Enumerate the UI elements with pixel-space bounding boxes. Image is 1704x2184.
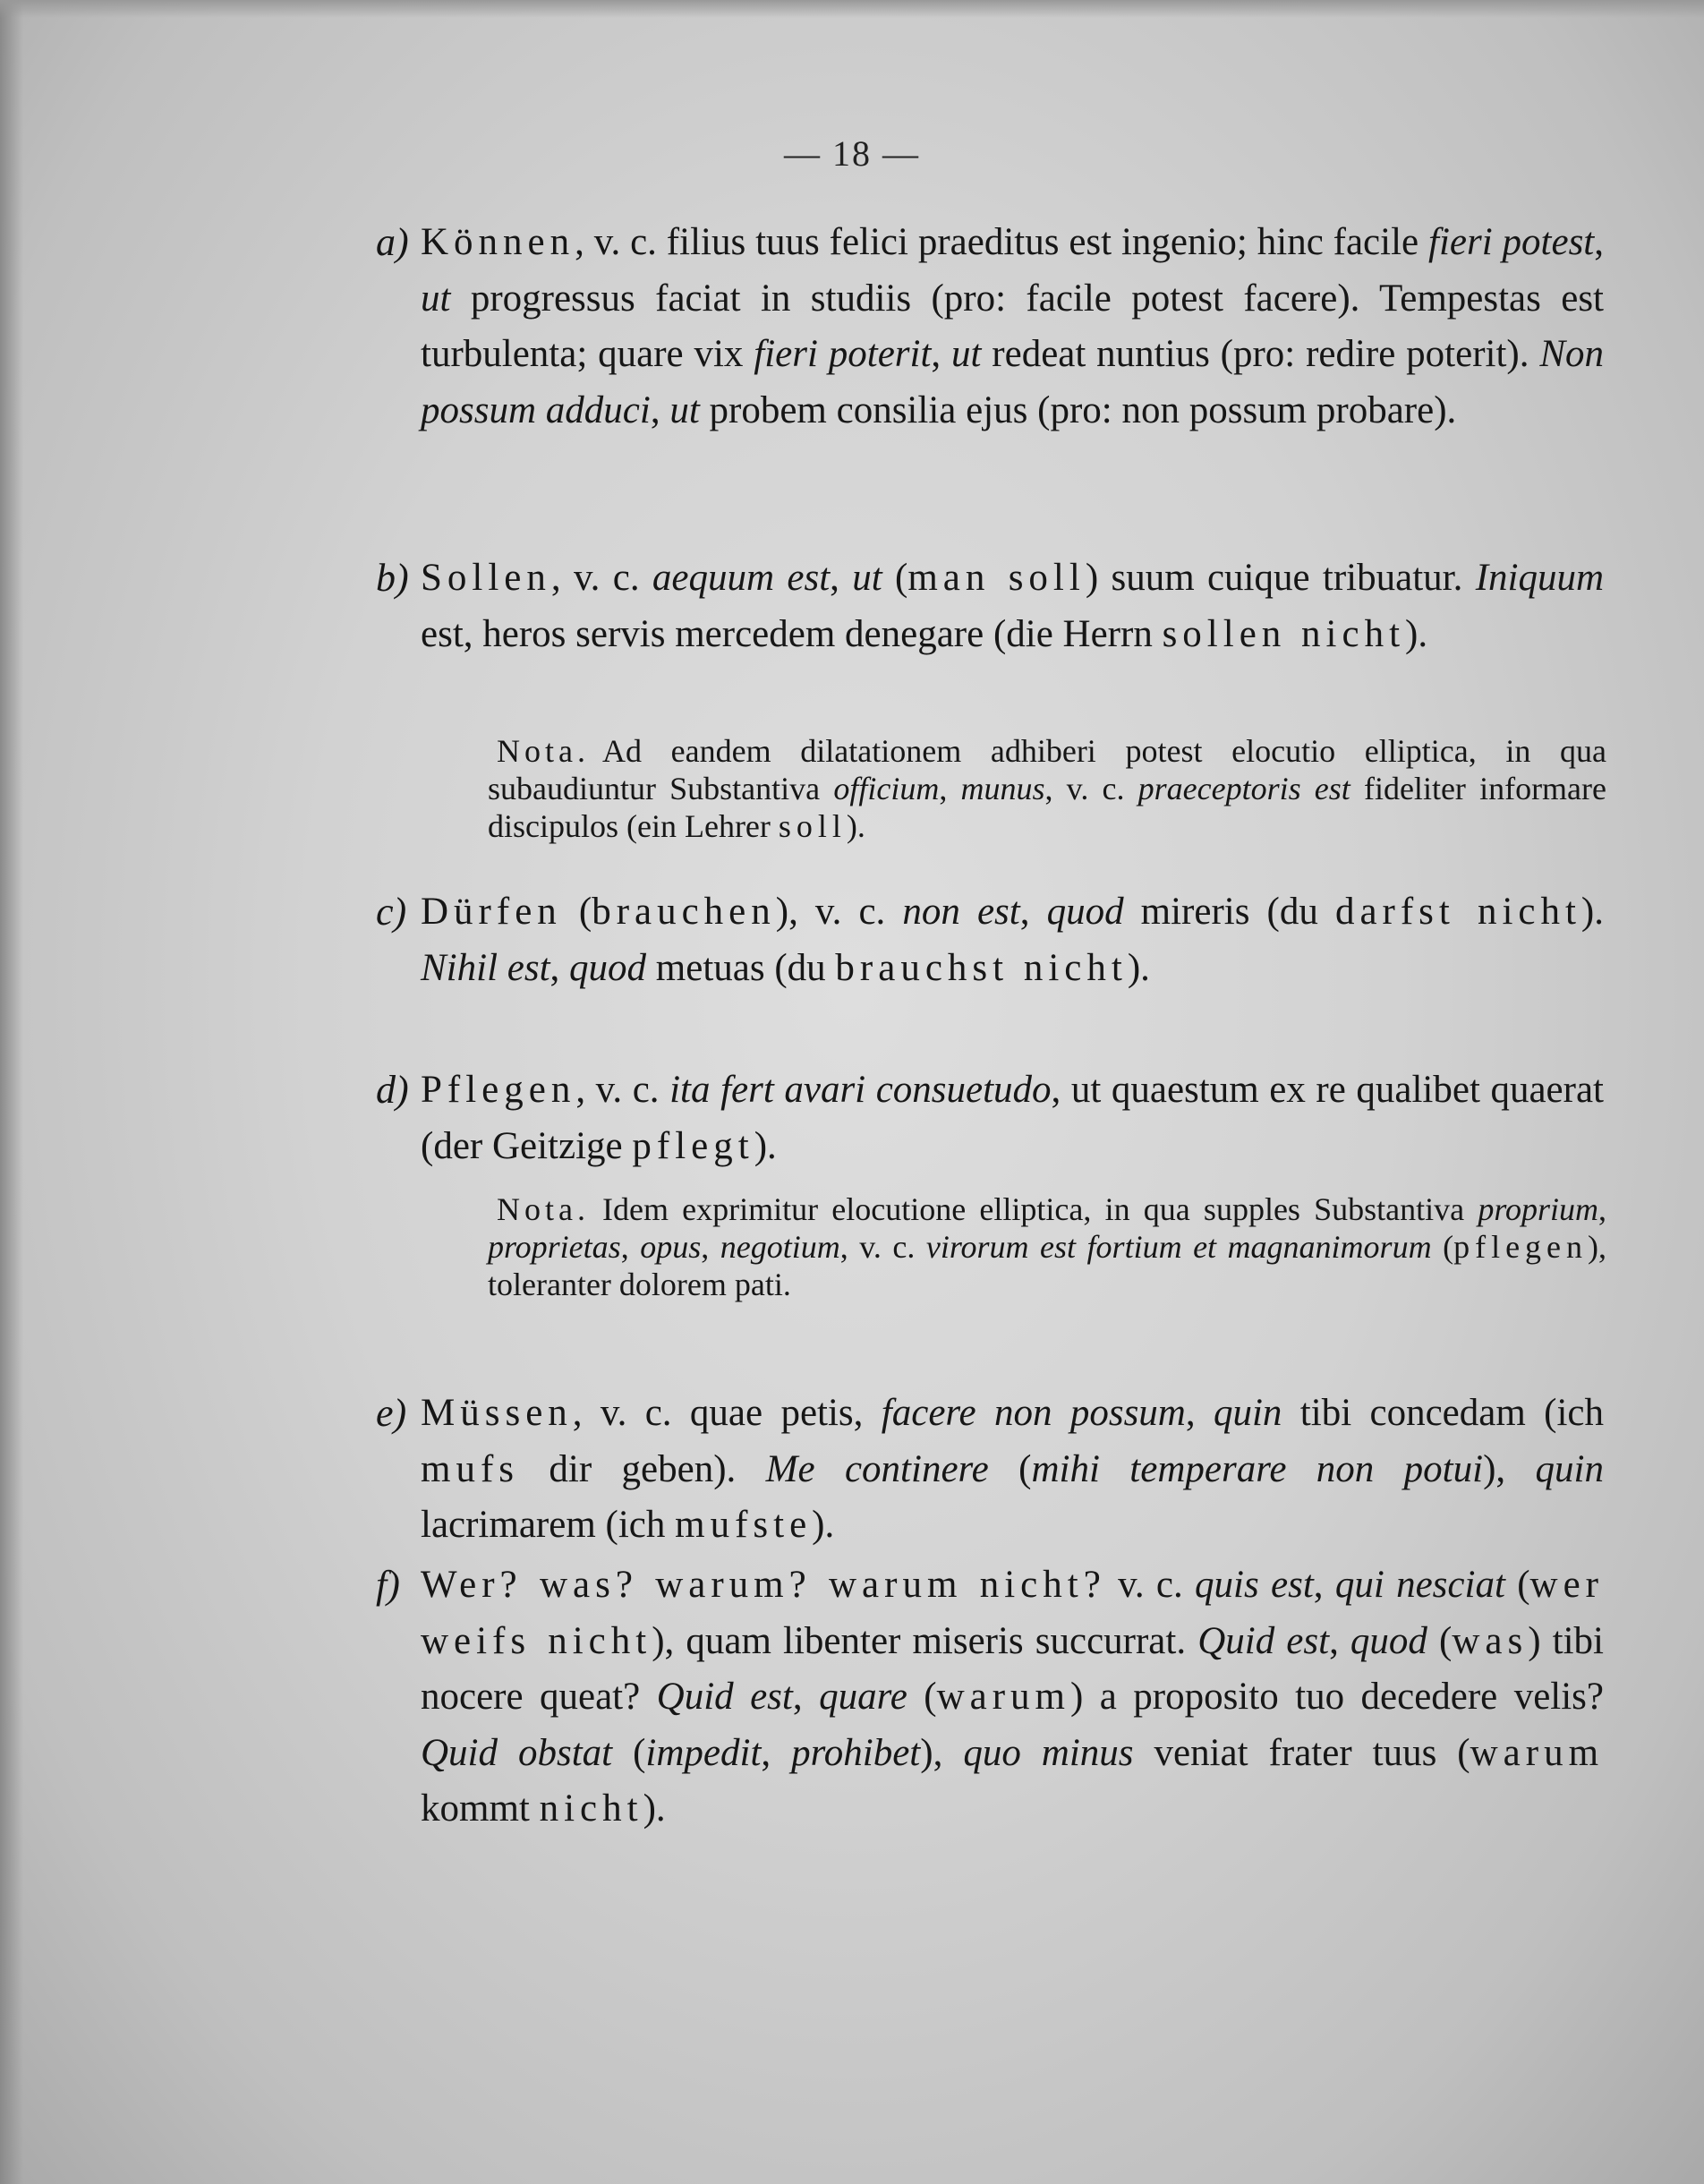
text-segment: Idem exprimitur elocutione elliptica, in qua supples Substantiva	[601, 1191, 1478, 1227]
spaced-emphasis-segment: warum	[936, 1676, 1070, 1718]
text-segment: (	[1431, 1229, 1454, 1265]
text-segment: ).	[812, 1504, 835, 1546]
italic-segment: Nihil est	[421, 946, 550, 989]
text-segment: mireris (du	[1123, 891, 1335, 933]
italic-segment: ut	[421, 277, 451, 320]
spaced-emphasis-segment: mufs	[421, 1447, 519, 1490]
text-segment: ,	[1329, 1619, 1350, 1662]
text-segment: ), quam libenter miseris succurrat.	[652, 1619, 1198, 1662]
italic-segment: impedit	[645, 1731, 762, 1774]
italic-segment: opus	[640, 1229, 702, 1265]
italic-segment: aequum est	[652, 557, 831, 599]
text-segment: ) a proposito tuo decedere velis?	[1069, 1676, 1604, 1718]
spaced-emphasis-segment: nicht	[539, 1787, 643, 1830]
text-segment: , v. c.	[550, 557, 652, 599]
nota-text	[488, 733, 1606, 844]
italic-segment: quin	[1213, 1392, 1282, 1434]
page-number: — 18 —	[784, 133, 920, 174]
italic-segment: munus	[960, 771, 1045, 806]
text-segment: (	[988, 1447, 1032, 1490]
text-segment: ,	[650, 388, 670, 431]
italic-segment: Iniquum	[1475, 557, 1605, 599]
text-segment: tibi concedam (ich	[1282, 1392, 1604, 1434]
text-segment: ,	[1598, 1191, 1606, 1227]
text-segment: ,	[1185, 1392, 1214, 1434]
text-segment: ,	[939, 771, 961, 806]
spaced-emphasis-segment: wer weifs nicht	[421, 1564, 1605, 1662]
entry-a	[376, 215, 1605, 439]
spaced-emphasis-segment: brauchst nicht	[835, 946, 1128, 989]
text-segment: ,	[931, 333, 952, 375]
italic-segment: fieri potest	[1428, 221, 1595, 263]
text-segment: ).	[846, 808, 865, 844]
spaced-emphasis-segment: mufste	[675, 1504, 813, 1546]
entry-text	[421, 221, 1604, 431]
text-segment: ,	[761, 1731, 792, 1774]
italic-segment: quod	[1350, 1619, 1427, 1662]
italic-segment: quis est	[1195, 1564, 1314, 1606]
nota-2	[488, 1190, 1606, 1303]
text-segment: Ad eandem dilatationem adhiberi potest elocutio elliptica, in qua subaudiuntur Substantiva	[488, 733, 1606, 806]
text-segment: , v. c.	[839, 1229, 926, 1265]
entry-marker: f)	[376, 1563, 400, 1607]
italic-segment: prohibet	[791, 1731, 921, 1774]
nota-label: Nota.	[497, 733, 590, 769]
text-segment: progressus faciat in studiis (pro: facile potest facere). Tempestas est turbulenta; quare vix	[421, 277, 1604, 375]
italic-segment: quin	[1535, 1447, 1604, 1490]
text-segment: fideliter informare discipulos (ein Lehrer	[488, 771, 1607, 844]
italic-segment: officium	[833, 771, 940, 806]
entry-f	[376, 1557, 1605, 1838]
italic-segment: negotium	[720, 1229, 840, 1265]
text-segment: , ut quaestum ex re qualibet quaerat (der Geitzige	[421, 1069, 1604, 1167]
italic-segment: quo minus	[963, 1731, 1134, 1774]
text-segment: ) tibi nocere queat?	[421, 1619, 1604, 1718]
italic-segment: fieri poterit	[754, 333, 932, 375]
text-segment: ), toleranter dolorem pati.	[488, 1229, 1607, 1302]
italic-segment: quod	[1046, 891, 1124, 933]
text-segment: kommt	[421, 1787, 540, 1830]
text-segment: ,	[701, 1229, 720, 1265]
text-segment: (	[1504, 1564, 1530, 1606]
text-segment: (	[1427, 1619, 1453, 1662]
text-segment: ,	[1594, 221, 1604, 263]
italic-segment: ut	[669, 388, 700, 431]
spaced-emphasis-segment: warum	[1470, 1731, 1605, 1774]
entry-c	[376, 884, 1604, 996]
text-segment: veniat frater tuus (	[1133, 1731, 1470, 1774]
text-segment: , v. c. quae petis,	[572, 1392, 882, 1434]
text-segment: ,	[1019, 891, 1047, 933]
nota-text	[488, 1191, 1606, 1302]
italic-segment: praeceptoris est	[1137, 771, 1350, 806]
entry-text	[421, 557, 1604, 655]
spaced-emphasis-segment: Müssen	[421, 1392, 573, 1434]
spaced-emphasis-segment: brauchen	[592, 891, 776, 933]
spaced-emphasis-segment: sollen nicht	[1162, 612, 1406, 655]
spaced-emphasis-segment: Können	[421, 221, 575, 263]
entry-text	[421, 891, 1604, 989]
text-segment: ), v. c.	[775, 891, 903, 933]
text-segment: ).	[1127, 946, 1150, 989]
text-segment: est, heros servis mercedem denegare (die Herrn	[421, 612, 1163, 655]
spaced-emphasis-segment: was	[1452, 1619, 1529, 1662]
italic-segment: virorum est fortium et magnanimorum	[925, 1229, 1432, 1265]
text-segment: , v. c.	[1044, 771, 1138, 806]
text-segment: dir geben).	[519, 1447, 766, 1490]
italic-segment: ita fert avari consuetudo	[669, 1069, 1052, 1111]
text-segment: ,	[1313, 1564, 1335, 1606]
italic-segment: proprium	[1478, 1191, 1598, 1227]
italic-segment: facere non possum	[881, 1392, 1186, 1434]
text-segment: ),	[1483, 1447, 1536, 1490]
italic-segment: Quid est	[1197, 1619, 1330, 1662]
italic-segment: Me continere	[765, 1447, 989, 1490]
entry-b	[376, 550, 1605, 662]
text-segment: (	[561, 891, 592, 933]
entry-marker: a)	[376, 220, 409, 264]
text-segment: , v. c. filius tuus felici praeditus est ingenio; hinc facile	[575, 221, 1428, 263]
spaced-emphasis-segment: soll	[778, 808, 847, 844]
nota-label: Nota.	[497, 1191, 590, 1227]
text-segment: ,	[830, 557, 853, 599]
italic-segment: non est	[902, 891, 1020, 933]
text-segment: (	[907, 1676, 937, 1718]
spaced-emphasis-segment: Wer? was? warum? warum nicht?	[421, 1564, 1106, 1606]
entry-e	[376, 1386, 1604, 1554]
text-segment: ).	[754, 1124, 777, 1167]
spaced-emphasis-segment: pflegen	[1453, 1229, 1589, 1265]
entry-marker: c)	[376, 890, 407, 934]
text-segment: ,	[550, 946, 570, 989]
italic-segment: Non possum adduci	[421, 333, 1605, 431]
entry-d	[376, 1062, 1604, 1174]
italic-segment: qui nesciat	[1334, 1564, 1505, 1606]
spaced-emphasis-segment: Sollen	[421, 557, 551, 599]
text-segment: ).	[1405, 612, 1428, 655]
text-segment: , v. c.	[575, 1069, 670, 1111]
italic-segment: quod	[569, 946, 647, 989]
entry-text	[421, 1392, 1604, 1546]
text-segment: probem consilia ejus (pro: non possum probare).	[699, 388, 1457, 431]
text-segment: ),	[920, 1731, 964, 1774]
italic-segment: mihi temperare non potui	[1031, 1447, 1484, 1490]
text-segment: ).	[643, 1787, 666, 1830]
text-segment: (	[882, 557, 908, 599]
spaced-emphasis-segment: man soll	[907, 557, 1086, 599]
italic-segment: ut	[852, 557, 882, 599]
italic-segment: proprietas	[488, 1229, 621, 1265]
spaced-emphasis-segment: Dürfen	[421, 891, 562, 933]
spaced-emphasis-segment: Pflegen	[421, 1069, 576, 1111]
text-segment: ,	[792, 1676, 820, 1718]
italic-segment: Quid obstat	[421, 1731, 613, 1774]
italic-segment: quare	[819, 1676, 907, 1718]
italic-segment: Quid est	[656, 1676, 793, 1718]
entry-text	[421, 1564, 1604, 1830]
entry-marker: e)	[376, 1391, 407, 1435]
text-segment: lacrimarem (ich	[421, 1504, 676, 1546]
text-segment: ,	[620, 1229, 641, 1265]
text-segment: v. c.	[1105, 1564, 1196, 1606]
spaced-emphasis-segment: darfst nicht	[1334, 891, 1581, 933]
entry-marker: d)	[376, 1068, 409, 1112]
entry-marker: b)	[376, 556, 409, 600]
italic-segment: ut	[951, 333, 982, 375]
text-segment: ).	[1580, 891, 1604, 933]
nota-1	[488, 732, 1606, 845]
text-segment: metuas (du	[646, 946, 836, 989]
text-segment: ) suum cuique tribuatur.	[1085, 557, 1476, 599]
entry-text	[421, 1069, 1604, 1167]
text-segment: (	[612, 1731, 646, 1774]
spaced-emphasis-segment: pflegt	[632, 1124, 754, 1167]
text-segment: redeat nuntius (pro: redire poterit).	[981, 333, 1540, 375]
